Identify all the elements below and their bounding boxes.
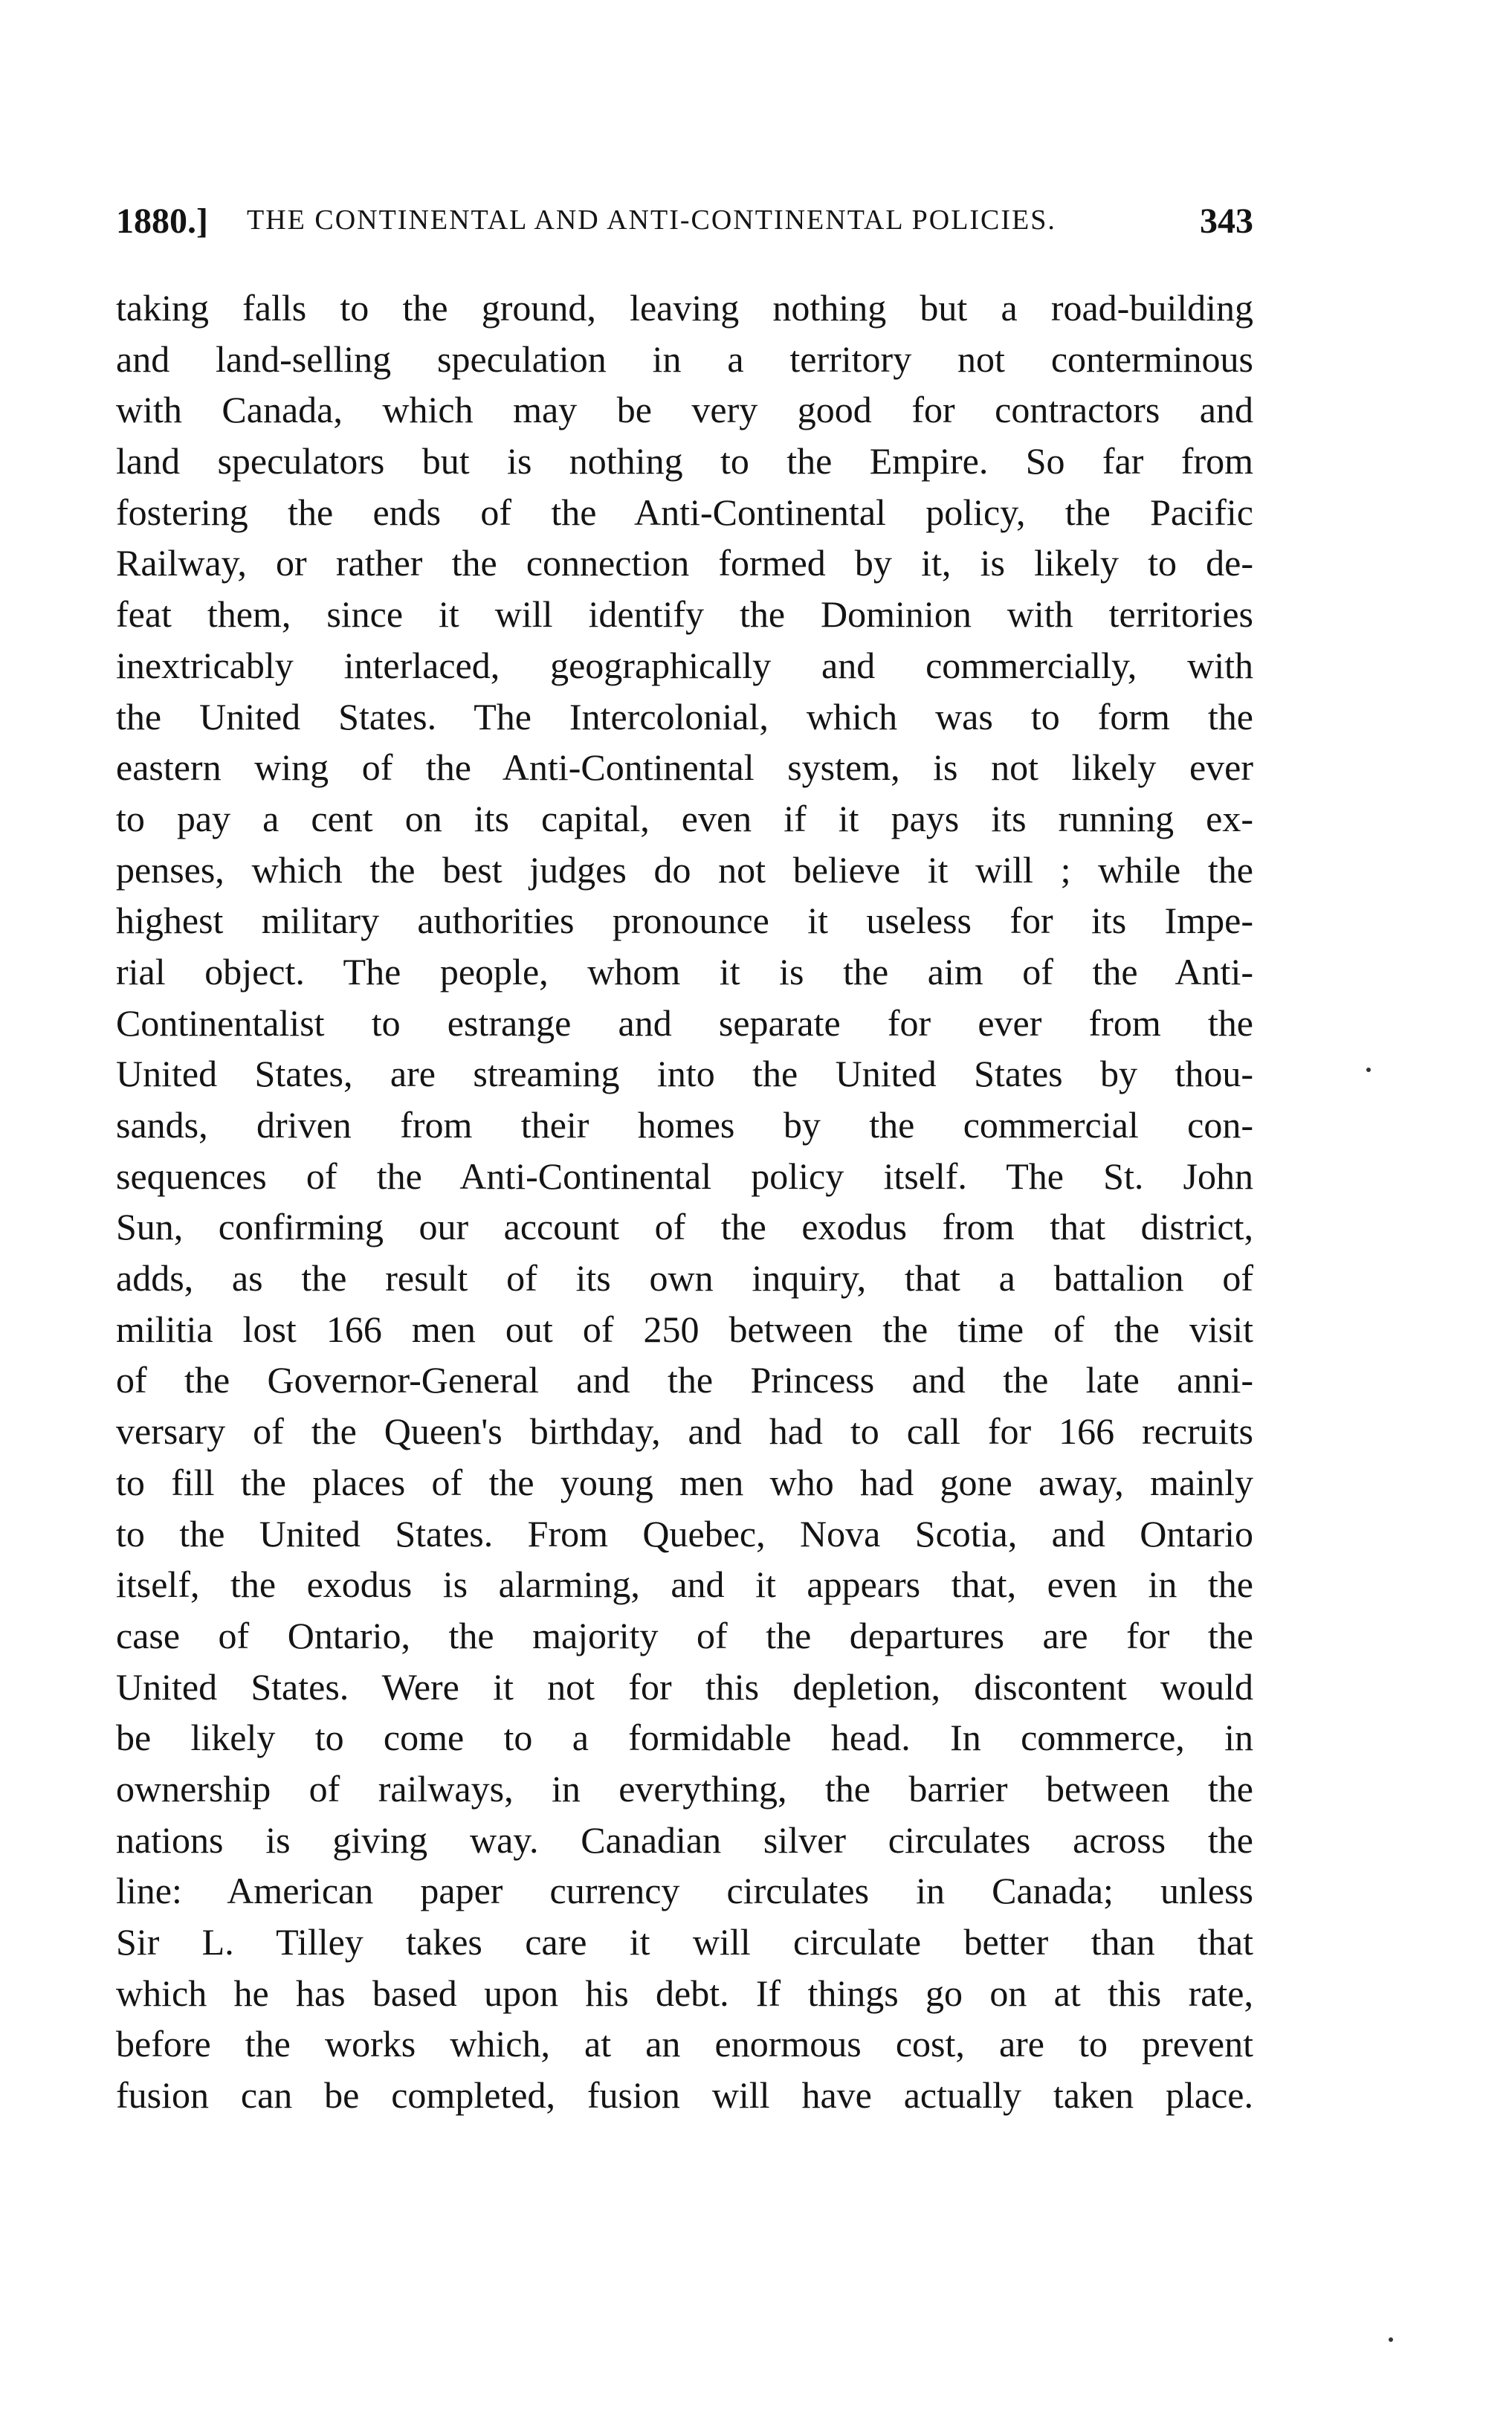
scan-speck xyxy=(1389,2337,1393,2342)
text-line: itself, the exodus is alarming, and it appears that, even in the xyxy=(116,1563,1253,1606)
text-line: line: American paper currency circulates in Canada; unless xyxy=(116,1870,1253,1912)
text-line: eastern wing of the Anti-Continental system, is not likely ever xyxy=(116,746,1253,789)
text-line: Continentalist to estrange and separate for ever from the xyxy=(116,1001,1253,1044)
text-line: Sun, confirming our account of the exodus from that district, xyxy=(116,1206,1253,1248)
text-line: the United States. The Intercolonial, which was to form the xyxy=(116,695,1253,737)
text-line: penses, which the best judges do not believe it will ; while the xyxy=(116,848,1253,891)
text-line: sequences of the Anti-Continental policy itself. The St. John xyxy=(116,1155,1253,1197)
text-line: rial object. The people, whom it is the aim of the Anti- xyxy=(116,950,1253,993)
text-line: adds, as the result of its own inquiry, that a battalion of xyxy=(116,1257,1253,1300)
body-text xyxy=(116,283,1253,2121)
text-line: with Canada, which may be very good for contractors and xyxy=(116,389,1253,431)
text-line: fostering the ends of the Anti-Continental policy, the Pacific xyxy=(116,491,1253,533)
text-line: to pay a cent on its capital, even if it pays its running ex- xyxy=(116,797,1253,839)
running-title: THE CONTINENTAL AND ANTI-CONTINENTAL POLICIES. xyxy=(247,204,1056,236)
text-line: and land-selling speculation in a territory not conterminous xyxy=(116,338,1253,380)
running-header xyxy=(116,201,1253,253)
text-line: ownership of railways, in everything, the barrier between the xyxy=(116,1767,1253,1810)
text-line: to the United States. From Quebec, Nova Scotia, and Ontario xyxy=(116,1512,1253,1555)
text-line: Railway, or rather the connection formed by it, is likely to de- xyxy=(116,542,1253,584)
text-line: sands, driven from their homes by the commercial con- xyxy=(116,1104,1253,1146)
text-line: to fill the places of the young men who had gone away, mainly xyxy=(116,1461,1253,1503)
text-line: land speculators but is nothing to the Empire. So far from xyxy=(116,440,1253,482)
text-line: nations is giving way. Canadian silver circulates across the xyxy=(116,1818,1253,1861)
text-line: case of Ontario, the majority of the departures are for the xyxy=(116,1614,1253,1656)
text-line: versary of the Queen's birthday, and had to call for 166 recruits xyxy=(116,1410,1253,1453)
text-line: before the works which, at an enormous cost, are to prevent xyxy=(116,2023,1253,2065)
text-line: which he has based upon his debt. If things go on at this rate, xyxy=(116,1972,1253,2014)
text-line: of the Governor-General and the Princess and the late anni- xyxy=(116,1359,1253,1401)
text-line: United States, are streaming into the United States by thou- xyxy=(116,1053,1253,1095)
text-line: feat them, since it will identify the Dominion with territories xyxy=(116,593,1253,636)
text-line: be likely to come to a formidable head. In commerce, in xyxy=(116,1717,1253,1759)
text-line: fusion can be completed, fusion will have actually taken place. xyxy=(116,2074,1253,2117)
text-line: taking falls to the ground, leaving nothing but a road-building xyxy=(116,287,1253,329)
text-line: inextricably interlaced, geographically and commercially, with xyxy=(116,644,1253,686)
text-line: militia lost 166 men out of 250 between the time of the visit xyxy=(116,1308,1253,1350)
text-line: highest military authorities pronounce it useless for its Impe- xyxy=(116,900,1253,942)
header-year: 1880.] xyxy=(116,201,208,241)
text-line: United States. Were it not for this depletion, discontent would xyxy=(116,1665,1253,1708)
text-line: Sir L. Tilley takes care it will circulate better than that xyxy=(116,1921,1253,1963)
page-number: 343 xyxy=(1200,201,1253,241)
scan-speck xyxy=(1366,1068,1371,1072)
